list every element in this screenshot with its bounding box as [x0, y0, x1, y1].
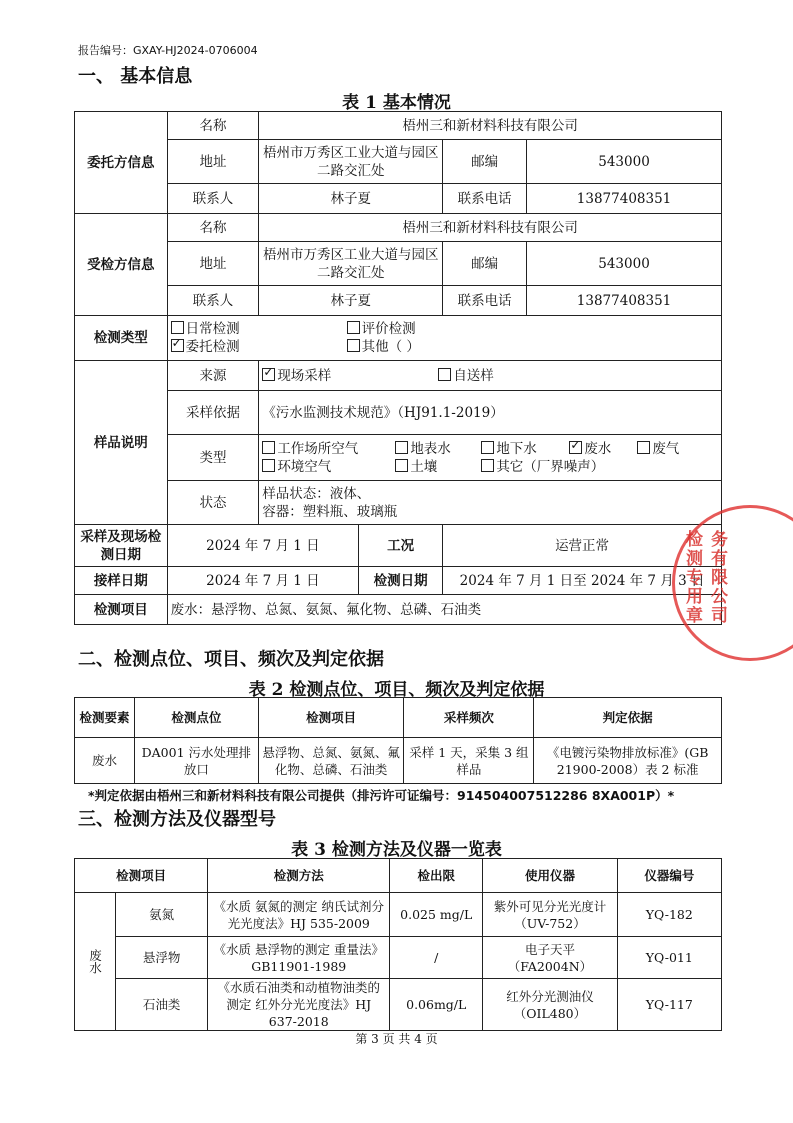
sample-kind-options: [259, 435, 722, 481]
t3-method: 《水质石油类和动植物油类的测定 红外分光光度法》HJ 637-2018: [208, 979, 390, 1031]
evaluation-test-checkbox[interactable]: [347, 321, 360, 334]
t2-basis: 《电镀污染物排放标准》(GB 21900-2008）表 2 标准: [534, 738, 722, 784]
report-number: 报告编号：GXAY-HJ2024-0706004: [78, 44, 258, 57]
test-items-value: 废水：悬浮物、总氮、氨氮、氟化物、总磷、石油类: [167, 595, 721, 625]
onsite-sampling-label: 现场采样: [277, 367, 332, 384]
t2-point: DA001 污水处理排放口: [134, 738, 258, 784]
daily-test-checkbox[interactable]: [171, 321, 184, 334]
client-addr-label: 地址: [167, 140, 259, 184]
client-group-label: 委托方信息: [75, 112, 168, 214]
t3-instrument: 电子天平（FA2004N）: [483, 937, 617, 979]
inspected-group-label: 受检方信息: [75, 214, 168, 316]
groundwater-label: 地下水: [496, 440, 537, 457]
condition-label: 工况: [359, 525, 443, 567]
inspected-zip: 543000: [527, 242, 722, 286]
inspected-zip-label: 邮编: [443, 242, 527, 286]
test-type-options: [167, 316, 721, 361]
t3-item: 悬浮物: [116, 937, 208, 979]
test-type-label: 检测类型: [75, 316, 168, 361]
table1-caption: 表 1 基本情况: [342, 93, 451, 113]
waste-gas-label: 废气: [652, 440, 680, 457]
sample-state-label: 状态: [167, 481, 259, 525]
client-name: 梧州三和新材料科技有限公司: [259, 112, 722, 140]
condition-value: 运营正常: [443, 525, 722, 567]
t3-limit: 0.025 mg/L: [390, 893, 483, 937]
ambient-air-checkbox[interactable]: [262, 459, 275, 472]
surface-water-label: 地表水: [410, 440, 451, 457]
t3-instrument: 紫外可见分光光度计（UV-752）: [483, 893, 617, 937]
inspected-name: 梧州三和新材料科技有限公司: [259, 214, 722, 242]
section-2-title: 二、检测点位、项目、频次及判定依据: [78, 649, 384, 670]
t3-group: 废水: [75, 893, 116, 1031]
t3-header-method: 检测方法: [208, 859, 390, 893]
commissioned-test-checkbox[interactable]: [171, 339, 184, 352]
table2-caption: 表 2 检测点位、项目、频次及判定依据: [248, 680, 545, 700]
client-phone-label: 联系电话: [443, 184, 527, 214]
waste-gas-checkbox[interactable]: [637, 441, 650, 454]
t2-header-items: 检测项目: [258, 698, 404, 738]
methods-table: [74, 858, 722, 1031]
basic-info-table: [74, 111, 722, 625]
t2-items: 悬浮物、总氮、氨氮、氟化物、总磷、石油类: [258, 738, 404, 784]
wastewater-label: 废水: [584, 440, 612, 457]
t3-header-instrument: 使用仪器: [483, 859, 617, 893]
page-footer: 第 3 页 共 4 页: [355, 1032, 438, 1046]
client-phone: 13877408351: [527, 184, 722, 214]
self-delivered-label: 自送样: [453, 367, 494, 384]
client-zip: 543000: [527, 140, 722, 184]
daily-test-label: 日常检测: [185, 321, 240, 337]
sample-state: [259, 481, 722, 525]
wastewater-checkbox[interactable]: [569, 441, 582, 454]
inspected-contact: 林子夏: [259, 286, 443, 316]
t2-header-point: 检测点位: [134, 698, 258, 738]
other-kind-checkbox[interactable]: [481, 459, 494, 472]
t3-header-limit: 检出限: [390, 859, 483, 893]
evaluation-test-label: 评价检测: [361, 321, 416, 337]
inspected-phone: 13877408351: [527, 286, 722, 316]
sampling-date-label: 采样及现场检测日期: [75, 525, 168, 567]
sample-state-line2: 容器：塑料瓶、玻璃瓶: [262, 503, 398, 520]
t2-header-element: 检测要素: [75, 698, 135, 738]
sampling-basis-label: 采样依据: [167, 391, 259, 435]
inspected-phone-label: 联系电话: [443, 286, 527, 316]
section-3-title: 三、检测方法及仪器型号: [78, 809, 276, 830]
workplace-air-label: 工作场所空气: [277, 440, 359, 457]
section-1-title: 一、 基本信息: [78, 66, 193, 87]
test-items-label: 检测项目: [75, 595, 168, 625]
inspected-name-label: 名称: [167, 214, 259, 242]
t2-frequency: 采样 1 天，采集 3 组样品: [404, 738, 534, 784]
inspected-addr-label: 地址: [167, 242, 259, 286]
soil-checkbox[interactable]: [395, 459, 408, 472]
t3-code: YQ-011: [617, 937, 721, 979]
client-name-label: 名称: [167, 112, 259, 140]
monitoring-points-table: [74, 697, 722, 784]
test-date-label: 检测日期: [359, 567, 443, 595]
t3-limit: /: [390, 937, 483, 979]
t3-item: 石油类: [116, 979, 208, 1031]
t2-header-basis: 判定依据: [534, 698, 722, 738]
table3-caption: 表 3 检测方法及仪器一览表: [291, 840, 502, 860]
test-date: 2024 年 7 月 1 日至 2024 年 7 月 3 日: [443, 567, 722, 595]
soil-label: 土壤: [410, 458, 438, 475]
official-seal-text: 务有限公司 检测专用章: [682, 530, 727, 625]
sample-state-line1: 样品状态：液体、: [262, 485, 371, 502]
t3-code: YQ-182: [617, 893, 721, 937]
t3-method: 《水质 氨氮的测定 纳氏试剂分光光度法》HJ 535-2009: [208, 893, 390, 937]
inspected-addr: 梧州市万秀区工业大道与园区二路交汇处: [259, 242, 443, 286]
sample-desc-label: 样品说明: [75, 361, 168, 525]
other-kind-label: 其它（厂界噪声）: [496, 458, 605, 475]
sampling-basis: 《污水监测技术规范》（HJ91.1-2019）: [259, 391, 722, 435]
t3-item: 氨氮: [116, 893, 208, 937]
groundwater-checkbox[interactable]: [481, 441, 494, 454]
workplace-air-checkbox[interactable]: [262, 441, 275, 454]
sample-source-label: 来源: [167, 361, 259, 391]
other-test-checkbox[interactable]: [347, 339, 360, 352]
t2-element: 废水: [75, 738, 135, 784]
basis-note: *判定依据由梧州三和新材料科技有限公司提供（排污许可证编号：914504007512286 8XA001P）*: [88, 788, 675, 803]
client-contact-label: 联系人: [167, 184, 259, 214]
t3-method: 《水质 悬浮物的测定 重量法》GB11901-1989: [208, 937, 390, 979]
ambient-air-label: 环境空气: [277, 458, 332, 475]
t3-code: YQ-117: [617, 979, 721, 1031]
inspected-contact-label: 联系人: [167, 286, 259, 316]
other-test-label: 其他（ ）: [361, 339, 420, 355]
receive-date-label: 接样日期: [75, 567, 168, 595]
surface-water-checkbox[interactable]: [395, 441, 408, 454]
client-zip-label: 邮编: [443, 140, 527, 184]
receive-date: 2024 年 7 月 1 日: [167, 567, 359, 595]
t2-header-frequency: 采样频次: [404, 698, 534, 738]
client-contact: 林子夏: [259, 184, 443, 214]
t3-header-item: 检测项目: [75, 859, 208, 893]
commissioned-test-label: 委托检测: [185, 339, 240, 355]
t3-limit: 0.06mg/L: [390, 979, 483, 1031]
t3-instrument: 红外分光测油仪（OIL480）: [483, 979, 617, 1031]
sample-kind-label: 类型: [167, 435, 259, 481]
onsite-sampling-checkbox[interactable]: [262, 368, 275, 381]
client-addr: 梧州市万秀区工业大道与园区二路交汇处: [259, 140, 443, 184]
sampling-date: 2024 年 7 月 1 日: [167, 525, 359, 567]
t3-header-code: 仪器编号: [617, 859, 721, 893]
self-delivered-checkbox[interactable]: [438, 368, 451, 381]
